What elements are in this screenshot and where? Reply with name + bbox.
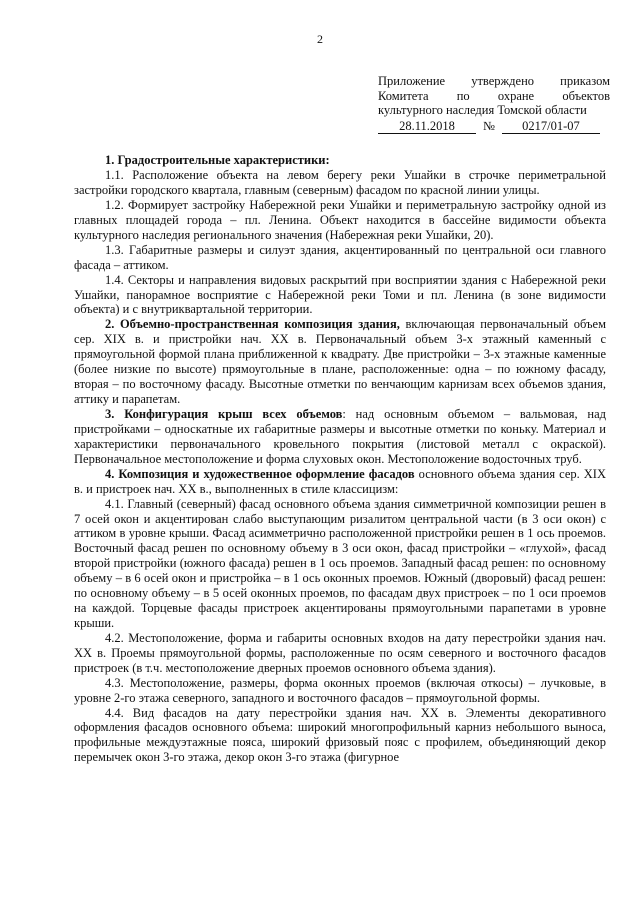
paragraph xyxy=(74,706,606,766)
paragraph-text: 1.1. Расположение объекта на левом берегу реки Ушайки в строчке периметральной застройки городского квартала, главным (северным) фасадом по красной линии улицы. xyxy=(74,168,606,197)
order-number: 0217/01-07 xyxy=(502,120,600,134)
paragraph-text: 1.3. Габаритные размеры и силуэт здания, акцентированный по центральной оси главного фасада – аттиком. xyxy=(74,242,606,272)
paragraph-text: 1.4. Секторы и направления видовых раскрытий при восприятии здания с Набережной реки Ушайки, панорамное восприятие с Набережной реки Томи и пл. Ленина (в зоне видимости объекта) и с внутриквартальной территории. xyxy=(74,272,606,317)
paragraph-heading: 2. Объемно-пространственная композиция здания, xyxy=(105,317,400,332)
paragraph xyxy=(74,497,606,631)
paragraph xyxy=(74,168,606,198)
paragraph xyxy=(74,317,606,406)
paragraph-text: включающая первоначальный объем сер. XIX в. и пристройки нач. XX в. Первоначальный объем 3-х этажный каменный с прямоугольной формой плана приближенной к квадрату. Две пристройки – 3-х этажные каменные (более низкие по высоте) прямоугольные в плане, расположенные: одна – по южному фасаду, вторая – по восточному фасаду. Высотные отметки по венчающим карнизам всех объемов здания, аттику и парапетам. xyxy=(74,317,606,406)
paragraph-text: 1.2. Формирует застройку Набережной реки Ушайки и периметральную застройку одной из главных площадей города – пл. Ленина. Объект находится в бассейне видимости объекта культурного наследия регионального значения (Набережная реки Ушайки, 20). xyxy=(74,197,606,242)
document-body xyxy=(74,153,606,765)
number-sign: № xyxy=(483,118,495,133)
paragraph xyxy=(74,467,606,497)
header-line-2: Комитета по охране объектов xyxy=(378,88,610,103)
paragraph xyxy=(74,153,606,168)
paragraph-text: 4.4. Вид фасадов на дату перестройки здания нач. XX в. Элементы декоративного оформления фасадов основного объема: широкий многопрофильный карниз небольшого выноса, профильные междуэтажные пояса, широкий фризовый пояс с профилем, объединяющий декор перемычек окон 3-го этажа, декор окон 3-го этажа (фигурное xyxy=(74,705,606,765)
approval-header xyxy=(378,74,610,134)
paragraph xyxy=(74,273,606,318)
paragraph-heading: 4. Композиция и художественное оформление фасадов xyxy=(105,466,415,481)
order-date-number xyxy=(378,119,610,134)
paragraph-text: 4.1. Главный (северный) фасад основного объема здания симметричной композиции решен в 7 осей окон и акцентирован слабо выступающим ризалитом центральной части (в 3 оси окон) с аттиком в уровне крыши. Фасад асимметрично расположенной пристройки решен в 1 ось проемов. Восточный фасад решен по основному объему в 3 оси окон, фасад пристройки – «глухой», фасад второй пристройки (южного фасада) решен в 1 ось проемов. Западный фасад решен: по основному объему – в 6 осей окон и пристройка – в 1 ось оконных проемов. Южный (дворовый) фасад решен: по основному объему – в 5 осей оконных проемов, по фасадам двух пристроек – по 1 оси проемов на каждой. Торцевые фасады пристроек акцентированы прямоугольными парапетами в уровне крыши. xyxy=(74,496,606,630)
header-line-3: культурного наследия Томской области xyxy=(378,103,587,117)
order-date: 28.11.2018 xyxy=(378,120,476,134)
paragraph xyxy=(74,407,606,467)
paragraph xyxy=(74,198,606,243)
paragraph-text: 4.2. Местоположение, форма и габариты основных входов на дату перестройки здания нач. XX в. Проемы прямоугольной формы, расположенные по осям северного и восточного фасадов пристроек (в т.ч. местоположение дверных проемов основного объема здания). xyxy=(74,630,606,675)
page-number: 2 xyxy=(317,32,323,46)
paragraph-text: 4.3. Местоположение, размеры, форма оконных проемов (включая откосы) – лучковые, в уровне 2-го этажа северного, западного и восточного фасадов – прямоугольной формы. xyxy=(74,675,606,705)
paragraph xyxy=(74,676,606,706)
paragraph-heading: 1. Градостроительные характеристики: xyxy=(105,153,330,167)
paragraph-heading: 3. Конфигурация крыш всех объемов xyxy=(105,406,343,421)
header-line-1: Приложение утверждено приказом xyxy=(378,74,610,88)
paragraph-text: : над основным объемом – вальмовая, над пристройками – односкатные их габаритные размеры и высотные отметки по коньку. Материал и характеристики первоначального кровельного покрытия (листовой металл с окраской). Первоначальное местоположение и форма слуховых окон. Местоположение водосточных труб. xyxy=(74,406,606,466)
paragraph xyxy=(74,243,606,273)
paragraph xyxy=(74,631,606,676)
paragraph-text: основного объема здания сер. XIX в. и пристроек нач. XX в., выполненных в стиле классицизм: xyxy=(74,466,606,496)
